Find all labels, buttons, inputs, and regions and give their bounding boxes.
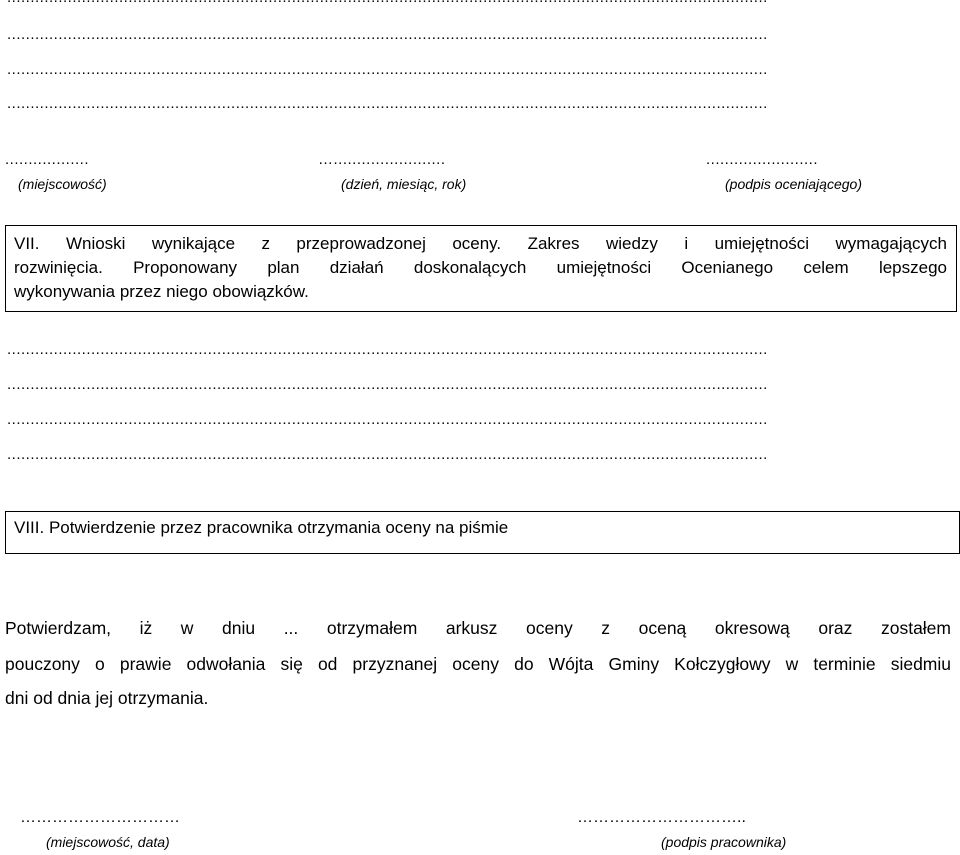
confirmation-line-2: pouczony o prawie odwołania się od przyznanej oceny do Wójta Gminy Kołczygłowy w terminie siedmiu <box>5 654 951 674</box>
dotted-line-1 <box>7 0 952 5</box>
section-viii-box <box>5 511 960 554</box>
dotted-line-5: ................................................................................................................................................................... <box>7 342 768 357</box>
caption-place-date: (miejscowość, data) <box>46 834 170 850</box>
employee-signature-dots: ………………………….. <box>577 809 746 826</box>
place-dots: .................. <box>5 151 90 168</box>
section-vii-line-3: wykonywania przez niego obowiązków. <box>14 282 309 301</box>
dotted-line-2: ................................................................................................................................................................... <box>7 27 768 42</box>
dotted-line-8: ................................................................................................................................................................... <box>7 447 768 462</box>
confirmation-line-1: Potwierdzam, iż w dniu ... otrzymałem arkusz oceny z oceną okresową oraz zostałem <box>5 618 951 638</box>
section-vii-line-1: VII. Wnioski wynikające z przeprowadzonej oceny. Zakres wiedzy i umiejętności wymagających <box>14 234 947 253</box>
caption-date: (dzień, miesiąc, rok) <box>341 176 467 192</box>
caption-place: (miejscowość) <box>18 176 107 192</box>
section-vii-line-2: rozwinięcia. Proponowany plan działań doskonalących umiejętności Ocenianego celem lepszego <box>14 258 947 277</box>
caption-employee-signature: (podpis pracownika) <box>661 834 787 850</box>
dotted-line-7: ................................................................................................................................................................... <box>7 412 768 427</box>
employee-place-date-dots: ………………………… <box>20 809 180 826</box>
section-vii-box <box>5 225 957 312</box>
date-dots: …........................ <box>318 151 446 168</box>
section-viii-title: VIII. Potwierdzenie przez pracownika otrzymania oceny na piśmie <box>14 518 509 537</box>
dotted-line-6: ................................................................................................................................................................... <box>7 377 768 392</box>
dotted-line-3: ................................................................................................................................................................... <box>7 62 768 77</box>
evaluator-signature-dots: ........................ <box>706 151 819 168</box>
caption-evaluator-signature: (podpis oceniającego) <box>725 176 862 192</box>
confirmation-line-3: dni od dnia jej otrzymania. <box>5 688 209 708</box>
dotted-line-4: ................................................................................................................................................................... <box>7 96 768 111</box>
